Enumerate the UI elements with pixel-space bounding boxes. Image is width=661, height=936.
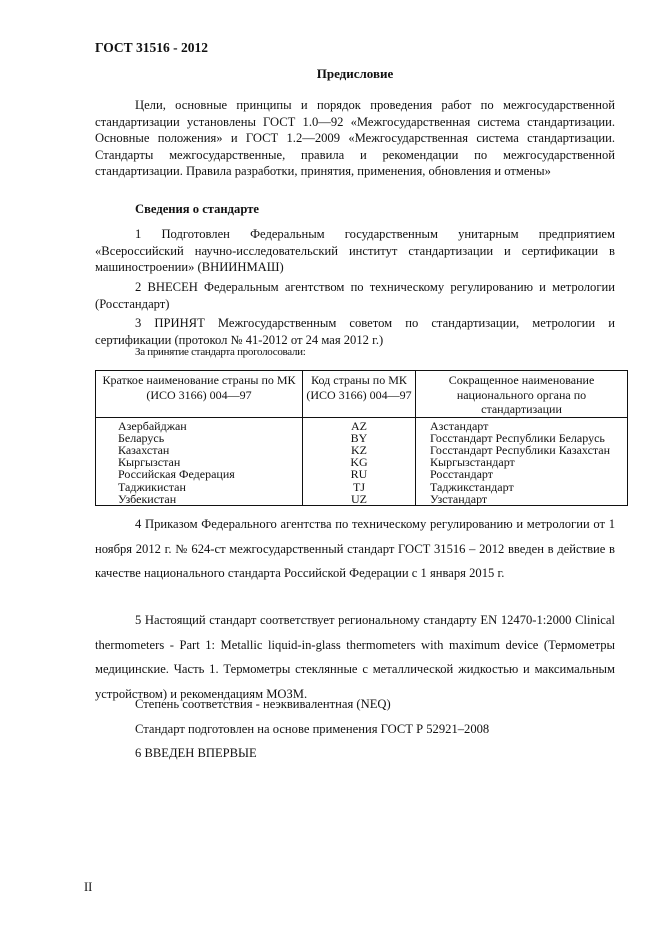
intro-paragraph: Цели, основные принципы и порядок проведения работ по межгосударственной стандартизации установлены ГОСТ 1.0—92 «Межгосударственная система стандартизации. Основные положения» и ГОСТ 1.2—2009 «Межгосударственная система стандартизации. Стандарты межгосударственные, правила и рекомендации по межгосударственной стандартизации. Правила разработки, принятия, применения, обновления и отмены» (95, 98, 615, 179)
item-2-paragraph: 2 ВНЕСЕН Федеральным агентством по техническому регулированию и метрологии (Росстандарт) (95, 280, 615, 311)
country-cell: Азербайджан (96, 417, 303, 432)
country-cell: Беларусь (96, 432, 303, 444)
authority-cell: Узстандарт (416, 493, 628, 506)
member-states-table (95, 370, 628, 506)
table-header-row (96, 371, 628, 418)
country-cell: Кыргызстан (96, 456, 303, 468)
table-row (96, 417, 628, 432)
item-1-paragraph: 1 Подготовлен Федеральным государственным унитарным предприятием «Всероссийский научно-исследовательский институт стандартизации и сертификации в машиностроении» (ВНИИНМАШ) (95, 227, 615, 275)
country-cell: Таджикистан (96, 481, 303, 493)
info-heading: Сведения о стандарте (135, 202, 259, 216)
table-row (96, 493, 628, 506)
authority-cell: Госстандарт Республики Казахстан (416, 444, 628, 456)
code-cell: UZ (303, 493, 416, 506)
table-row (96, 481, 628, 493)
item-5-paragraph: 5 Настоящий стандарт соответствует региональному стандарту EN 12470-1:2000 Clinical thermometers - Part 1: Metallic liquid-in-glass thermometers with maximum device (Термометры медицинские. Часть 1. Термометры стеклянные с металлической жидкостью и максимальным устройством) и рекомендациям МОЗМ. (95, 613, 615, 701)
authority-cell: Госстандарт Республики Беларусь (416, 432, 628, 444)
section-title: Предисловие (316, 66, 394, 81)
code-cell: BY (303, 432, 416, 444)
column-header-code: Код страны по МК (ИСО 3166) 004—97 (303, 371, 416, 418)
code-cell: KZ (303, 444, 416, 456)
basis-line: Стандарт подготовлен на основе применения ГОСТ Р 52921–2008 (135, 722, 490, 736)
item-3-paragraph: 3 ПРИНЯТ Межгосударственным советом по стандартизации, метрологии и сертификации (протокол № 41-2012 от 24 мая 2012 г.) (95, 316, 615, 347)
item-4-paragraph: 4 Приказом Федерального агентства по техническому регулированию и метрологии от 1 ноября 2012 г. № 624-ст межгосударственный стандарт ГОСТ 31516 – 2012 введен в действие в качестве национального стандарта Российской Федерации с 1 января 2015 г. (95, 517, 615, 580)
vote-caption: За принятие стандарта проголосовали: (135, 346, 306, 358)
column-header-authority: Сокращенное наименование национального органа по стандартизации (416, 371, 628, 418)
authority-cell: Азстандарт (416, 417, 628, 432)
document-header: ГОСТ 31516 - 2012 (95, 40, 209, 55)
conformity-line: Степень соответствия - неэквивалентная (NEQ) (135, 697, 391, 711)
country-cell: Российская Федерация (96, 468, 303, 480)
code-cell: TJ (303, 481, 416, 493)
column-header-country: Краткое наименование страны по МК (ИСО 3166) 004—97 (96, 371, 303, 418)
table-row (96, 468, 628, 480)
code-cell: RU (303, 468, 416, 480)
item-6-line: 6 ВВЕДЕН ВПЕРВЫЕ (135, 746, 257, 760)
authority-cell: Росстандарт (416, 468, 628, 480)
country-cell: Узбекистан (96, 493, 303, 506)
code-cell: AZ (303, 417, 416, 432)
country-cell: Казахстан (96, 444, 303, 456)
authority-cell: Таджикстандарт (416, 481, 628, 493)
authority-cell: Кыргызстандарт (416, 456, 628, 468)
page-number: II (84, 880, 93, 894)
code-cell: KG (303, 456, 416, 468)
